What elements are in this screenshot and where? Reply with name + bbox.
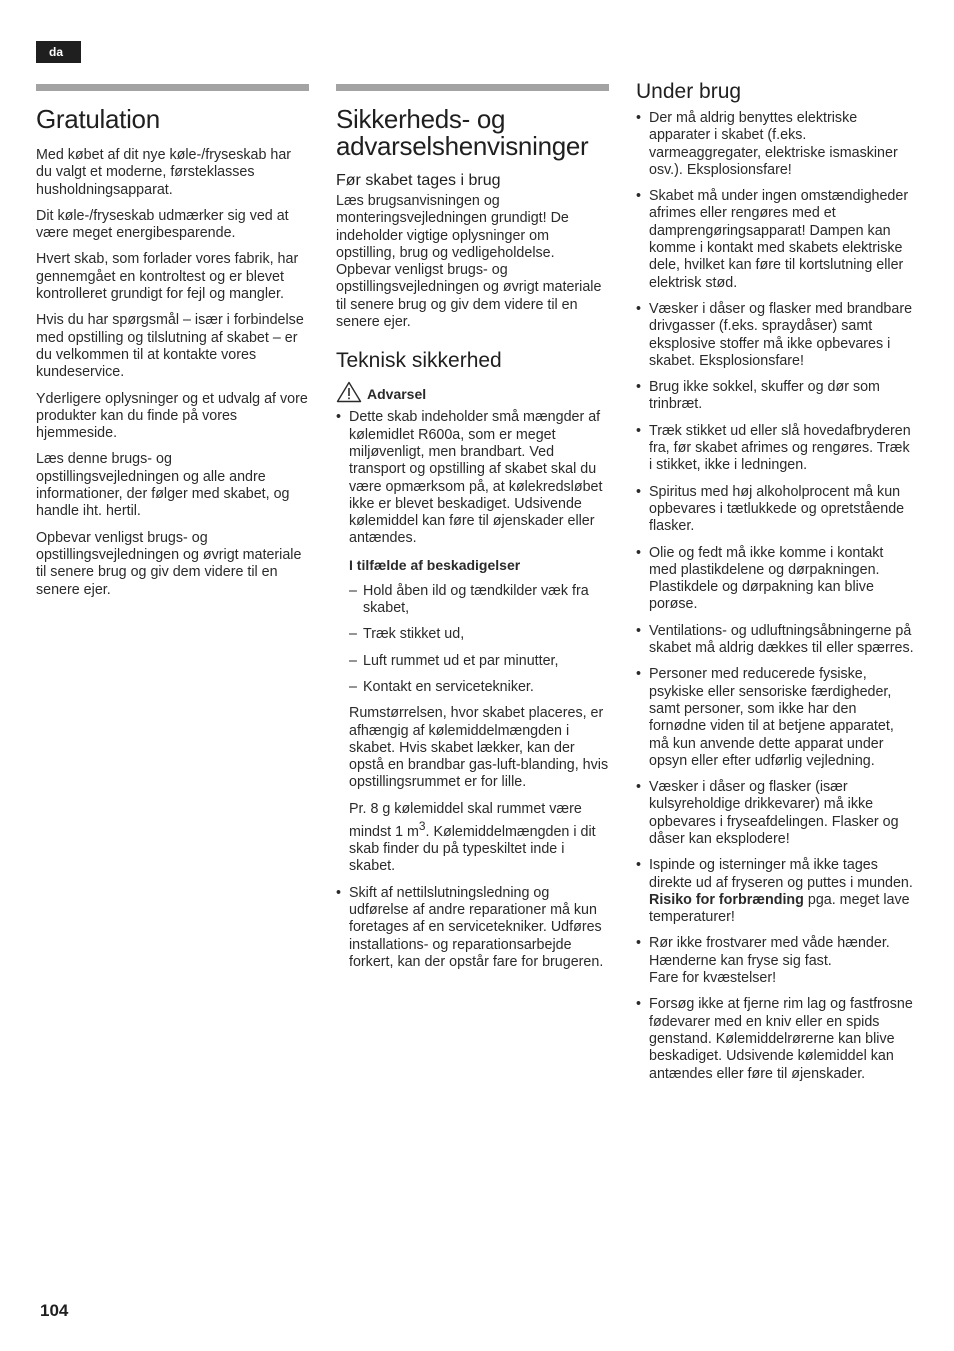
list-item (636, 301, 914, 370)
dash-icon: – (349, 652, 357, 669)
bullet-icon: • (336, 884, 342, 901)
column-under-use (636, 80, 914, 1092)
list-item (636, 623, 914, 658)
list-item-text: Skabet må under ingen omstændigheder afrimes eller rengøres med et damprengøringsapparat! Dampen kan komme i kontakt med skabets elektriske dele, hvilket kan føre til kortslutning eller elektrisk stød. (649, 188, 909, 291)
page-number: 104 (40, 1301, 69, 1320)
list-item-text: Luft rummet ud et par minutter, (363, 652, 559, 669)
list-item-text: Olie og fedt må ikke komme i kontakt med plastikdelene og dørpakningen. Plastikdele og dørpakning kan blive porøse. (649, 544, 884, 613)
list-item-text: Træk stikket ud, (363, 626, 465, 643)
list-item (636, 666, 914, 770)
list-item (336, 409, 609, 547)
list-item-text: Rør ikke frostvarer med våde hænder. Hænderne kan fryse sig fast. (649, 935, 890, 969)
column-gratulation (36, 84, 309, 608)
bullet-icon: • (636, 300, 642, 317)
bullet-icon: • (636, 996, 642, 1013)
bullet-icon: • (636, 544, 642, 561)
language-badge: da (36, 41, 81, 63)
paragraph: Hvis du har spørgsmål – især i forbindelse med opstilling og tilslutning af skabet – er du velkommen til at kontakte vores kundeservice. (36, 312, 304, 381)
dash-icon: – (349, 582, 357, 599)
paragraph: Læs denne brugs- og opstillingsvejledningen og alle andre informationer, der følger med skabet, og handle iht. hertil. (36, 451, 290, 520)
heading-under-use: Under brug (636, 80, 742, 103)
paragraph: Hvert skab, som forlader vores fabrik, har gennemgået en kontroltest og er blevet kontrolleret grundigt for fejl og mangler. (36, 251, 299, 303)
list-item-text: Ventilations- og udluftningsåbningerne på skabet må aldrig dækkes til eller spærres. (649, 622, 914, 657)
list-item-text: pga. meget lave temperaturer! (649, 891, 910, 926)
list-item-text: Væsker i dåser og flasker med brandbare drivgasser (f.eks. spraydåser) samt eksplosive stoffer må ikke opbevares i skabet. Eksplosionsfare! (649, 300, 913, 369)
list-item (636, 188, 914, 292)
list-item-text: Dette skab indeholder små mængder af kølemidlet R600a, som er meget miljøvenligt, men brandbart. Ved transport og opstilling af skabet skal du være opmærksom på, at kølekredsløbet ikke er blevet beskadiget. Udsivende kølemiddel kan føre til øjenskader eller antændes. (349, 409, 603, 547)
list-item-text: Skift af nettilslutningsledning og udførelse af andre reparationer må kun foretages af en servicetekniker. Udføres installations- og reparationsarbejde forkert, kan der opstår fare for brugeren. (349, 884, 604, 970)
list-item (349, 653, 609, 670)
list-item-text: Væsker i dåser og flasker (især kulsyreholdige drikkevarer) må ikke opbevares i fryseafdelingen. Flasker og dåser kan eksplodere! (649, 779, 899, 847)
list-item-text: Kontakt en servicetekniker. (363, 678, 534, 695)
bullet-icon: • (636, 483, 642, 500)
list-item-text: Spiritus med høj alkoholprocent må kun opbevares i tætlukkede og opretstående flasker. (649, 483, 905, 535)
list-item-text: Brug ikke sokkel, skuffer og dør som trinbræt. (649, 379, 880, 413)
ratio-text: Pr. 8 g kølemiddel skal rummet være mindst 1 m (349, 800, 582, 840)
list-item (349, 626, 609, 643)
list-item (636, 423, 914, 475)
list-item (349, 583, 609, 618)
paragraph: Læs brugsanvisningen og monteringsvejledningen grundigt! De indeholder vigtige oplysninger om opstilling, brug og vedligeholdelse. (336, 193, 569, 261)
list-item-text: Fare for kvæstelser! (649, 970, 777, 987)
bullet-icon: • (636, 935, 642, 952)
damage-steps-list (349, 583, 609, 696)
list-item-text: Forsøg ikke at fjerne rim lag og fastfrosne fødevarer med en kniv eller en spids genstand. Kølemiddelrørerne kan blive beskadiget. Udsivende kølemiddel kan antændes eller føre til øjenskader. (649, 996, 913, 1082)
list-item (636, 484, 914, 536)
list-item (636, 545, 914, 614)
list-item-text: Der må aldrig benyttes elektriske apparater i skabet (f.eks. varmeaggregater, elektriske ismaskiner osv.). Eksplosionsfare! (649, 110, 898, 178)
burn-risk-text: Risiko for forbrænding (649, 891, 804, 908)
warning-triangle-icon (336, 381, 362, 403)
dash-icon: – (349, 626, 357, 643)
list-item (636, 779, 914, 848)
bullet-icon: • (636, 110, 642, 126)
paragraph-refrigerant-ratio (349, 801, 609, 876)
list-item (636, 857, 914, 926)
bullet-icon: • (636, 622, 642, 639)
paragraph-room-size: Rumstørrelsen, hvor skabet placeres, er afhængig af kølemiddelmængden i skabet. Hvis skabet lækker, kan der opstå en brandbar gas-luft-blanding, hvis opstillingsrummet er for lille. (349, 705, 609, 791)
warning-label: Advarsel (367, 386, 427, 403)
ratio-superscript: 3 (418, 819, 426, 834)
subheading-before-use: Før skabet tages i brug (336, 172, 501, 189)
heading-safety: Sikkerheds- og advarselshenvisninger (336, 104, 589, 161)
list-item (349, 679, 609, 696)
column-safety (336, 84, 609, 980)
bullet-icon: • (636, 379, 642, 396)
bullet-icon: • (636, 422, 642, 439)
bullet-icon: • (636, 666, 642, 683)
dash-icon: – (349, 678, 357, 695)
list-item-text: Hold åben ild og tændkilder væk fra skabet, (363, 582, 589, 617)
list-item (636, 935, 914, 987)
list-item (336, 885, 609, 971)
list-item (636, 379, 914, 414)
paragraph: Med købet af dit nye køle-/fryseskab har du valgt et moderne, førsteklasses husholdningsapparat. (36, 147, 292, 198)
bullet-icon: • (336, 409, 342, 426)
section-rule (36, 84, 309, 91)
warning-line (336, 381, 609, 403)
technical-safety-list-2 (336, 885, 609, 971)
list-item-text: Ispinde og isterninger må ikke tages direkte ud af fryseren og puttes i munden. (649, 857, 913, 891)
bullet-icon: • (636, 779, 642, 796)
paragraph: Opbevar venligst brugs- og opstillingsvejledningen og øvrigt materiale til senere brug og giv dem videre til en senere ejer. (36, 529, 302, 598)
paragraph: Opbevar venligst brugs- og opstillingsvejledningen og øvrigt materiale til senere brug og giv dem videre til en senere ejer. (336, 262, 602, 331)
under-use-list (636, 110, 914, 1083)
list-item (636, 996, 914, 1082)
list-item-text: Træk stikket ud eller slå hovedafbryderen fra, før skabet afrimes og rengøres. Træk i stikket, ikke i ledningen. (649, 422, 911, 474)
technical-safety-list (336, 409, 609, 547)
paragraph: Yderligere oplysninger og et udvalg af vore produkter kan du finde på vores hjemmeside. (36, 390, 308, 442)
paragraph: Dit køle-/fryseskab udmærker sig ved at være meget energibesparende. (36, 207, 289, 242)
damage-heading: I tilfælde af beskadigelser (349, 556, 521, 573)
ratio-text: . Kølemiddelmængden i dit skab finder du på typeskiltet inde i skabet. (349, 823, 596, 875)
heading-technical-safety: Teknisk sikkerhed (336, 349, 502, 373)
section-rule (336, 84, 609, 91)
list-item-text: Personer med reducerede fysiske, psykiske eller sensoriske færdigheder, samt personer, som ikke har den fornødne viden til at betjene apparatet, må kun anvende dette apparat under opsyn eller efter udførlig vejledning. (649, 666, 894, 769)
bullet-icon: • (636, 857, 642, 874)
list-item (636, 110, 914, 179)
bullet-icon: • (636, 188, 642, 205)
heading-gratulation: Gratulation (36, 104, 160, 134)
